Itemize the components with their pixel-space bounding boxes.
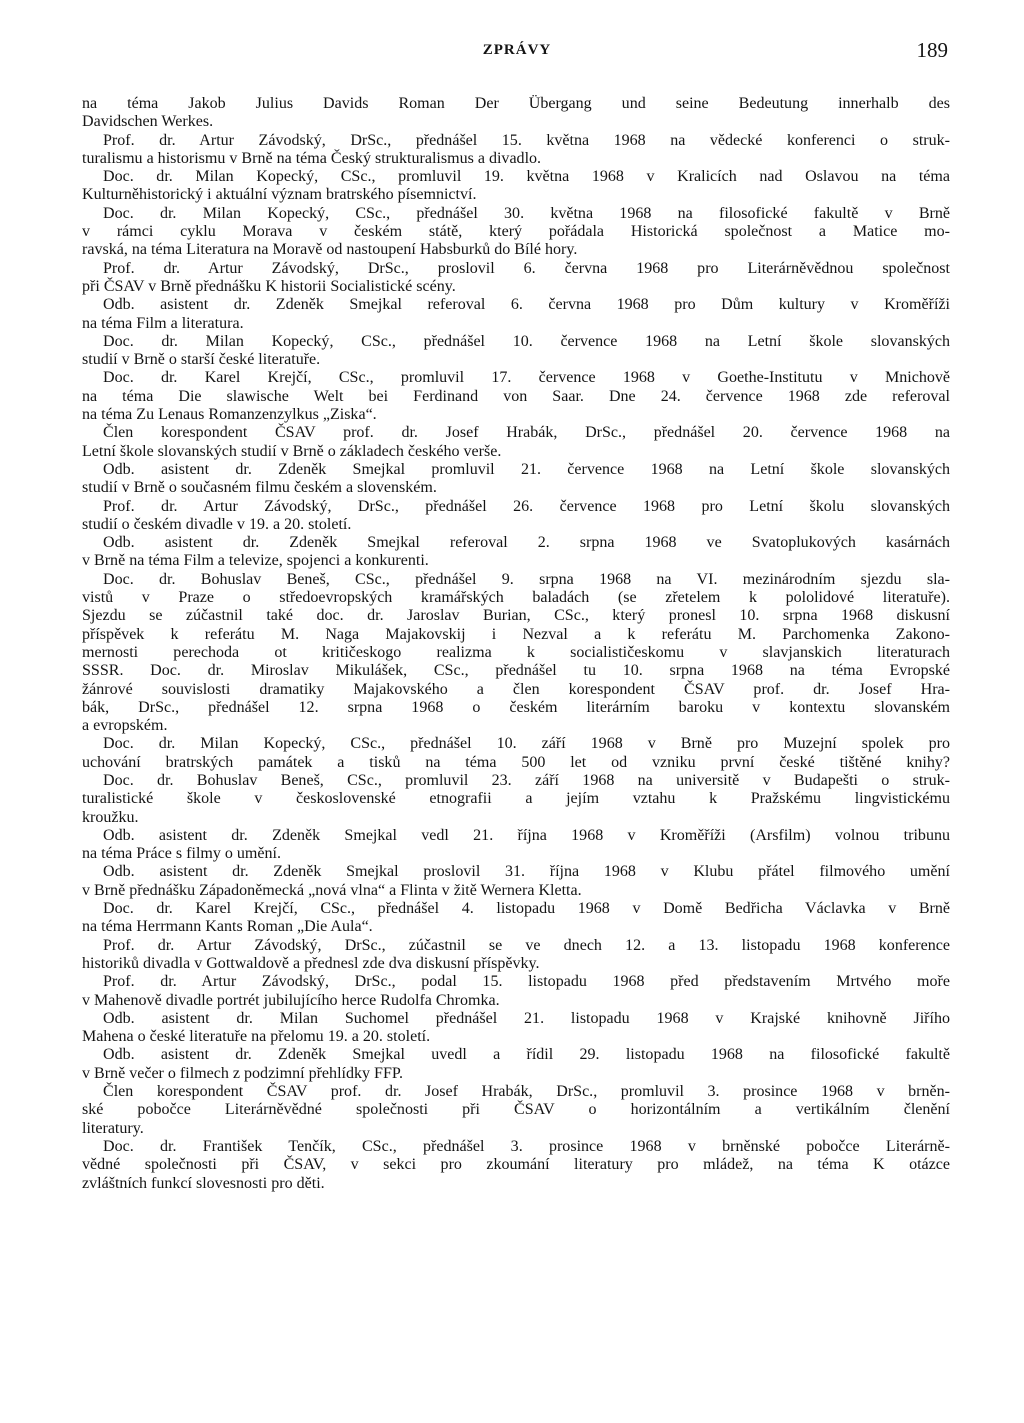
text-line: v Brně večer o filmech z podzimní přehlídky FFP. — [82, 1064, 404, 1082]
text-line: SSSR. Doc. dr. Miroslav Mikulášek, CSc., přednášel tu 10. srpna 1968 na téma Evropské — [82, 662, 950, 680]
text-line: na téma Herrmann Kants Roman „Die Aula“. — [82, 918, 373, 936]
text-line: turalismu a historismu v Brně na téma Český strukturalismus a divadlo. — [82, 149, 542, 167]
text-line: Odb. asistent dr. Zdeněk Smejkal proslovil 31. října 1968 v Klubu přátel filmového umění — [103, 863, 950, 881]
text-line: historiků divadla v Gottwaldově a přednesl zde dva diskusní příspěvky. — [82, 954, 540, 972]
text-line: Člen korespondent ČSAV prof. dr. Josef Hrabák, DrSc., promluvil 3. prosince 1968 v brněn- — [103, 1083, 950, 1101]
text-line: Prof. dr. Artur Závodský, DrSc., přednášel 26. července 1968 pro Letní školu slovanských — [103, 497, 950, 515]
text-line: Prof. dr. Artur Závodský, DrSc., přednášel 15. května 1968 na vědecké konferenci o struk- — [103, 131, 950, 149]
page-number: 189 — [916, 38, 948, 62]
text-line: žánrové souvislosti dramatiky Majakovského a člen korespondent ČSAV prof. dr. Josef Hra- — [82, 680, 950, 698]
text-line: Prof. dr. Artur Závodský, DrSc., zúčastnil se ve dnech 12. a 13. listopadu 1968 konference — [103, 936, 950, 954]
text-line: v rámci cyklu Morava v českém státě, který pořádala Historická společnost a Matice mo- — [82, 223, 950, 241]
text-line: Člen korespondent ČSAV prof. dr. Josef Hrabák, DrSc., přednášel 20. července 1968 na — [103, 424, 950, 442]
text-line: Doc. dr. Bohuslav Beneš, CSc., promluvil 23. září 1968 na universitě v Budapešti o struk- — [103, 771, 950, 789]
text-line: vědné společnosti při ČSAV, v sekci pro zkoumání literatury pro mládež, na téma K otázce — [82, 1156, 950, 1174]
text-line: Doc. dr. Milan Kopecký, CSc., přednášel 10. září 1968 v Brně pro Muzejní spolek pro — [103, 735, 950, 753]
text-line: v Brně na téma Film a televize, spojenci a konkurenti. — [82, 552, 429, 570]
text-line: Prof. dr. Artur Závodský, DrSc., proslovil 6. června 1968 pro Literárněvědnou společnost — [103, 259, 950, 277]
text-line: Prof. dr. Artur Závodský, DrSc., podal 15. listopadu 1968 před představením Mrtvého moře — [103, 973, 950, 991]
text-line: turalistické škole v československé etnografii a jejím vztahu k Pražskému lingvistickému — [82, 790, 950, 808]
text-line: zvláštních funkcí slovesnosti pro děti. — [82, 1174, 325, 1192]
text-line: literatury. — [82, 1119, 144, 1137]
text-line: Doc. dr. František Tenčík, CSc., přednášel 3. prosince 1968 v brněnské pobočce Literárně- — [103, 1137, 950, 1155]
text-line: ské pobočce Literárněvědné společnosti při ČSAV o horizontálním a vertikálním členění — [82, 1101, 950, 1119]
text-line: ravská, na téma Literatura na Moravě od nastoupení Habsburků do Bílé hory. — [82, 241, 578, 259]
text-line: bák, DrSc., přednášel 12. srpna 1968 o českém literárním baroku v kontextu slovanském — [82, 698, 950, 716]
body-text — [82, 95, 950, 1193]
text-line: na téma Film a literatura. — [82, 314, 244, 332]
text-line: Doc. dr. Karel Krejčí, CSc., promluvil 17. července 1968 v Goethe-Institutu v Mnichově — [103, 369, 950, 387]
running-head — [72, 38, 962, 62]
text-line: Mahena o české literatuře na přelomu 19. a 20. století. — [82, 1028, 431, 1046]
text-line: Doc. dr. Milan Kopecký, CSc., přednášel 10. července 1968 na Letní škole slovanských — [103, 332, 950, 350]
text-line: na téma Práce s filmy o umění. — [82, 845, 281, 863]
text-line: Doc. dr. Milan Kopecký, CSc., přednášel 30. května 1968 na filosofické fakultě v Brně — [103, 204, 950, 222]
text-line: studií v Brně o starší české literatuře. — [82, 351, 321, 369]
text-line: Sjezdu se zúčastnil také doc. dr. Jaroslav Burian, CSc., který pronesl 10. srpna 1968 diskusní — [82, 607, 950, 625]
text-line: mernosti perechoda ot kritičeskogo realizma k socialističeskomu v slavjanskich literaturach — [82, 643, 950, 661]
text-line: příspěvek k referátu M. Naga Majakovskij i Nezval a k referátu M. Parchomenka Zakono- — [82, 625, 950, 643]
text-line: studií o českém divadle v 19. a 20. století. — [82, 515, 352, 533]
text-line: na téma Zu Lenaus Romanzenzylkus „Ziska“. — [82, 406, 377, 424]
text-line: Doc. dr. Milan Kopecký, CSc., promluvil 19. května 1968 v Kralicích nad Oslavou na téma — [103, 168, 950, 186]
text-line: Doc. dr. Karel Krejčí, CSc., přednášel 4. listopadu 1968 v Domě Bedřicha Václavka v Brně — [103, 900, 950, 918]
text-line: vistů v Praze o středoevropských kramářských baladách (se zřetelem k pololidové literatuře). — [82, 589, 950, 607]
text-line: Letní škole slovanských studií v Brně o základech českého verše. — [82, 442, 502, 460]
text-line: Doc. dr. Bohuslav Beneš, CSc., přednášel 9. srpna 1968 na VI. mezinárodním sjezdu sla- — [103, 570, 950, 588]
text-line: na téma Jakob Julius Davids Roman Der Übergang und seine Bedeutung innerhalb des — [82, 95, 950, 112]
text-line: Odb. asistent dr. Zdeněk Smejkal promluvil 21. července 1968 na Letní škole slovanských — [103, 460, 950, 478]
text-line: kroužku. — [82, 808, 139, 826]
text-line: Odb. asistent dr. Zdeněk Smejkal vedl 21. října 1968 v Kroměříži (Arsfilm) volnou tribunu — [103, 826, 950, 844]
text-line: Odb. asistent dr. Zdeněk Smejkal referoval 2. srpna 1968 ve Svatoplukových kasárnách — [103, 534, 950, 552]
text-line: v Brně přednášku Západoněmecká „nová vlna“ a Flinta v žitě Wernera Kletta. — [82, 881, 582, 899]
text-line: Odb. asistent dr. Zdeněk Smejkal uvedl a řídil 29. listopadu 1968 na filosofické fakultě — [103, 1046, 950, 1064]
section-title: ZPRÁVY — [482, 42, 552, 58]
text-line: studií v Brně o současném filmu českém a slovenském. — [82, 479, 437, 497]
text-line: uchování bratrských památek a tisků na téma 500 let od vzniku první české tištěné knihy? — [82, 753, 950, 771]
text-line: na téma Die slawische Welt bei Ferdinand von Saar. Dne 24. července 1968 zde referoval — [82, 387, 950, 405]
text-line: Odb. asistent dr. Milan Suchomel přednášel 21. listopadu 1968 v Krajské knihovně Jiřího — [103, 1009, 950, 1027]
text-line: při ČSAV v Brně přednášku K historii Socialistické scény. — [82, 277, 456, 295]
text-line: Kulturněhistorický i aktuální význam bratrského písemnictví. — [82, 186, 477, 204]
text-line: Davidschen Werkes. — [82, 113, 214, 131]
text-line: a evropském. — [82, 717, 168, 735]
text-line: Odb. asistent dr. Zdeněk Smejkal referoval 6. června 1968 pro Dům kultury v Kroměříži — [103, 296, 950, 314]
text-line: v Mahenově divadle portrét jubilujícího herce Rudolfa Chromka. — [82, 991, 500, 1009]
